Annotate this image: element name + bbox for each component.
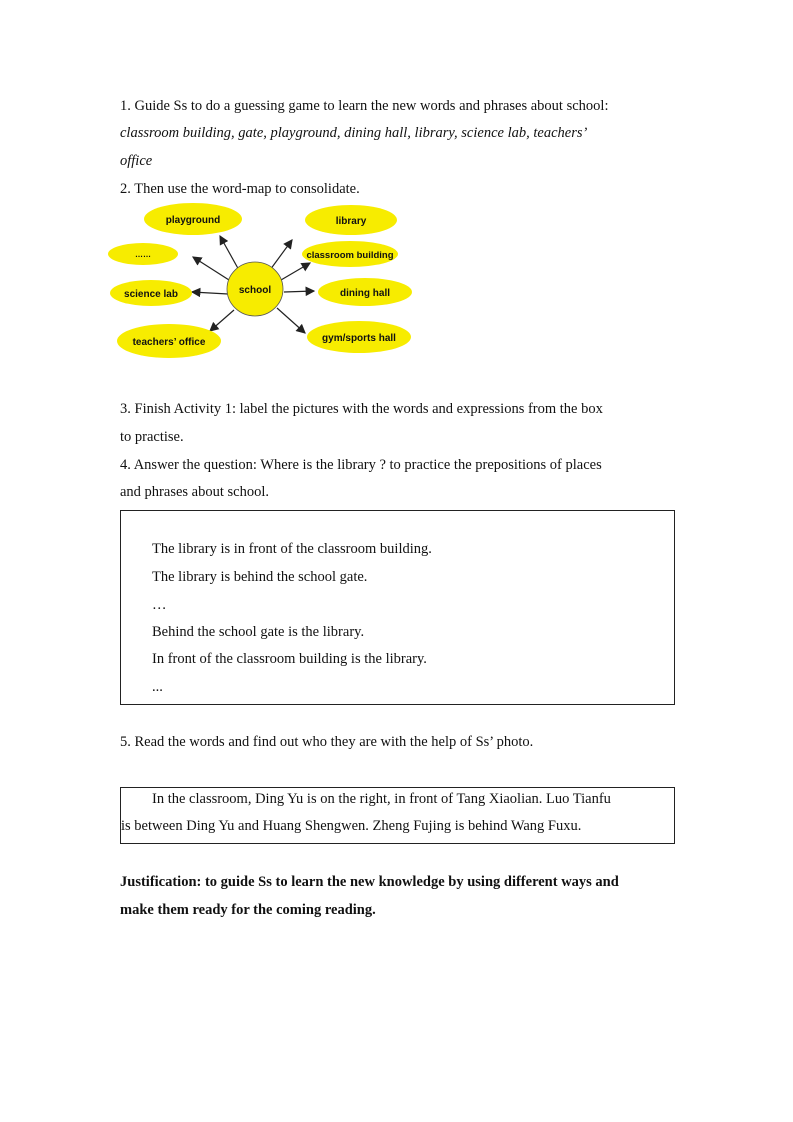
- bubble-school-center: [227, 262, 283, 316]
- bubble-playground: [144, 203, 242, 235]
- example-line-1: The library is in front of the classroom building.: [152, 541, 432, 557]
- example-line-6: ...: [152, 679, 163, 695]
- svg-text:school: school: [238, 285, 272, 296]
- step3-line1: 3. Finish Activity 1: label the pictures with the words and expressions from the box: [120, 401, 603, 417]
- classroom-description-box: [120, 787, 675, 844]
- bubble-library: [305, 205, 397, 235]
- bubble-ellipsis: [108, 243, 178, 265]
- step3-line2: to practise.: [120, 429, 184, 445]
- svg-text:teachers’ office: teachers’ office: [132, 337, 206, 348]
- svg-text:playground: playground: [165, 215, 221, 226]
- step1-line1: 1. Guide Ss to do a guessing game to learn the new words and phrases about school:: [120, 98, 609, 114]
- description-line-2: is between Ding Yu and Huang Shengwen. Zheng Fujing is behind Wang Fuxu.: [121, 818, 582, 834]
- step1-line3: office: [120, 153, 153, 169]
- step2-line1: 2. Then use the word-map to consolidate.: [120, 181, 360, 197]
- example-line-5: In front of the classroom building is the library.: [152, 651, 427, 667]
- step4-line1: 4. Answer the question: Where is the library ? to practice the prepositions of places: [120, 457, 602, 473]
- bubble-science-lab: [110, 280, 192, 306]
- example-line-2: The library is behind the school gate.: [152, 569, 368, 585]
- justification-line1: Justification: to guide Ss to learn the new knowledge by using different ways and: [120, 874, 619, 890]
- step1-line2: classroom building, gate, playground, dining hall, library, science lab, teachers’: [120, 125, 588, 141]
- step5-line1: 5. Read the words and find out who they are with the help of Ss’ photo.: [120, 734, 534, 750]
- svg-text:classroom building: classroom building: [306, 250, 394, 261]
- svg-text:dining hall: dining hall: [340, 288, 390, 299]
- bubble-dining-hall: [318, 278, 412, 306]
- step4-line2: and phrases about school.: [120, 484, 269, 500]
- svg-text:……: ……: [135, 250, 151, 259]
- bubble-teachers-office: [117, 324, 221, 358]
- svg-text:science lab: science lab: [124, 289, 178, 300]
- bubble-classroom-building: [302, 241, 398, 267]
- svg-text:gym/sports hall: gym/sports hall: [322, 333, 396, 344]
- example-line-4: Behind the school gate is the library.: [152, 624, 365, 640]
- word-map: [100, 198, 430, 363]
- justification-line2: make them ready for the coming reading.: [120, 902, 376, 918]
- example-line-3: …: [152, 597, 167, 613]
- svg-text:library: library: [335, 216, 367, 227]
- description-line-1: In the classroom, Ding Yu is on the right, in front of Tang Xiaolian. Luo Tianfu: [152, 791, 611, 807]
- bubble-gym-sports-hall: [307, 321, 411, 353]
- example-sentences-box: [120, 510, 675, 705]
